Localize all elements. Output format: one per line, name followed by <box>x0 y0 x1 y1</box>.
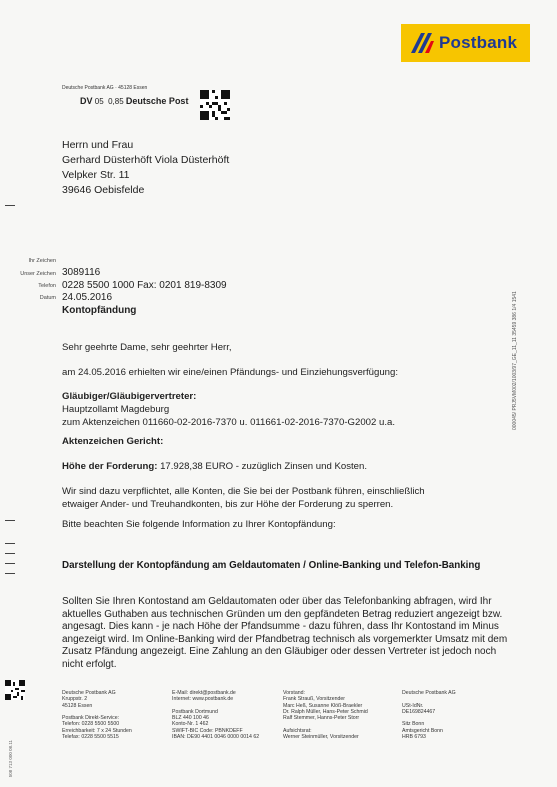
telefon-value: 0228 5500 1000 Fax: 0201 819-8309 <box>62 280 227 291</box>
fold-mark <box>5 520 15 521</box>
footer-line: Telefon: 0228 5500 5500 <box>62 721 120 728</box>
fold-mark <box>5 573 15 574</box>
footer-line: Amtsgericht Bonn <box>402 727 443 734</box>
fold-mark <box>5 553 15 554</box>
sender-line: Deutsche Postbank AG · 45128 Essen <box>62 85 148 91</box>
datum-label: Datum <box>39 295 56 301</box>
footer-line: Postbank Direkt-Service: <box>62 715 120 722</box>
footer-line: 45128 Essen <box>62 702 93 709</box>
footer-line: DE169824467 <box>402 708 436 715</box>
footer-line: Postbank Dortmund <box>172 708 218 715</box>
footer-qr-code <box>5 680 25 705</box>
ihr-zeichen-label: Ihr Zeichen <box>28 258 56 264</box>
franking-dv: DV <box>80 96 93 106</box>
footer-line: USt-IdNr. <box>402 702 424 709</box>
recipient-line: Herrn und Frau <box>62 139 134 151</box>
franking-mark <box>80 96 188 106</box>
franking-qr-code <box>200 90 230 125</box>
datum-value: 24.05.2016 <box>62 292 113 303</box>
footer-column-4 <box>402 690 456 740</box>
footer-column-1 <box>62 690 132 740</box>
footer-line: Deutsche Postbank AG <box>402 690 456 696</box>
claim-label: Höhe der Forderung: <box>62 461 158 472</box>
logo-text: Postbank <box>439 33 518 52</box>
unser-zeichen-value: 3089116 <box>62 267 101 278</box>
footer-line: E-Mail: direkt@postbank.de <box>172 690 236 696</box>
footer-line: Frank Strauß, Vorsitzender <box>283 696 345 703</box>
footer-line: Aufsichtsrat: <box>283 727 312 734</box>
postbank-logo <box>401 24 530 62</box>
footer-line: Marc Heß, Susanne Klöß-Braekler <box>283 702 363 709</box>
footer-line: Erreichbarkeit: 7 x 24 Stunden <box>62 727 132 734</box>
footer-column-3 <box>283 690 368 740</box>
creditor-name: Hauptzollamt Magdeburg <box>62 404 170 415</box>
footer-line: Telefax: 0228 5500 5515 <box>62 734 119 741</box>
telefon-label: Telefon <box>38 283 56 289</box>
side-form-code: 508 713 000 08.11 <box>8 740 13 778</box>
recipient-line: 39646 Oebisfelde <box>62 184 145 196</box>
footer-line: Vorstand: <box>283 690 305 696</box>
section-text: Sollten Sie Ihren Kontostand am Geldautomaten oder über das Telefonbanking abfragen, wird Ihr aktuelles Guthaben aus technischen Gründen um den gepfändeten Betrag reduziert angezeigt bzw. angesagt. Dies kann - je nach Höhe der Pfandsumme - dazu führen, dass Ihr Kontostand im Minus angezeigt wird. Im Online-Banking wird der Pfandbetrag technisch als vorgemerkter Umsatz mit dem Zusatz Pfändung angezeigt. Eine Zahlung an den Gläubiger oder dessen Vertreter ist jedoch noch nicht erfolgt. <box>62 596 508 670</box>
postbank-stripes-icon <box>409 31 435 55</box>
franking-code: 05 <box>94 97 104 106</box>
unser-zeichen-label: Unser Zeichen <box>20 271 56 277</box>
footer-line: Kruppstr. 2 <box>62 696 88 703</box>
franking-price: 0,85 <box>108 97 124 106</box>
footer-line: Ralf Stemmer, Hanns-Peter Storr <box>283 715 360 722</box>
footer-line: Deutsche Postbank AG <box>62 690 116 696</box>
obligation-line-1: Wir sind dazu verpflichtet, alle Konten, die Sie bei der Postbank führen, einschließlich <box>62 486 425 497</box>
franking-brand: Deutsche Post <box>125 96 189 106</box>
letter-subject: Kontopfändung <box>62 305 137 316</box>
footer-line: SWIFT-BIC Code: PBNKDEFF <box>172 727 243 734</box>
footer-line: Sitz Bonn <box>402 721 425 728</box>
fold-mark <box>5 205 15 206</box>
recipient-line: Velpker Str. 11 <box>62 169 130 181</box>
footer-line: BLZ 440 100 46 <box>172 715 209 722</box>
footer-line: Internet: www.postbank.de <box>172 696 234 703</box>
fold-mark <box>5 563 15 564</box>
info-line: Bitte beachten Sie folgende Information zu Ihrer Kontopfändung: <box>62 519 336 530</box>
footer-line: IBAN: DE90 4401 0046 0000 0014 62 <box>172 734 260 741</box>
creditor-heading: Gläubiger/Gläubigervertreter: <box>62 391 197 402</box>
vertical-document-code: 000045/ PRJ5VM002/1003/97_GE_11_11 35459 386 1/4 1541 <box>512 291 518 430</box>
claim-line <box>62 461 367 474</box>
intro-text: am 24.05.2016 erhielten wir eine/einen Pfändungs- und Einziehungsverfügung: <box>62 367 399 378</box>
footer-line: Konto-Nr. 1 462 <box>172 721 209 728</box>
footer-line: HRB 6793 <box>402 734 426 741</box>
claim-value: 17.928,38 EURO - zuzüglich Zinsen und Kosten. <box>160 461 367 472</box>
recipient-address <box>62 138 229 198</box>
recipient-line: Gerhard Düsterhöft Viola Düsterhöft <box>62 154 230 166</box>
creditor-reference: zum Aktenzeichen 011660-02-2016-7370 u. 011661-02-2016-7370-G2002 u.a. <box>62 417 396 428</box>
fold-mark <box>5 543 15 544</box>
salutation: Sehr geehrte Dame, sehr geehrter Herr, <box>62 342 232 353</box>
footer-line: Dr. Ralph Müller, Hans-Peter Schmid <box>283 708 368 715</box>
footer-column-2 <box>172 690 259 740</box>
footer-line: Werner Steinmüller, Vorsitzender <box>283 734 359 741</box>
section-title: Darstellung der Kontopfändung am Geldautomaten / Online-Banking und Telefon-Banking <box>62 560 481 571</box>
court-reference: Aktenzeichen Gericht: <box>62 436 164 447</box>
obligation-line-2: etwaiger Ander- und Treuhandkonten, bis zur Höhe der Forderung zu sperren. <box>62 499 394 510</box>
